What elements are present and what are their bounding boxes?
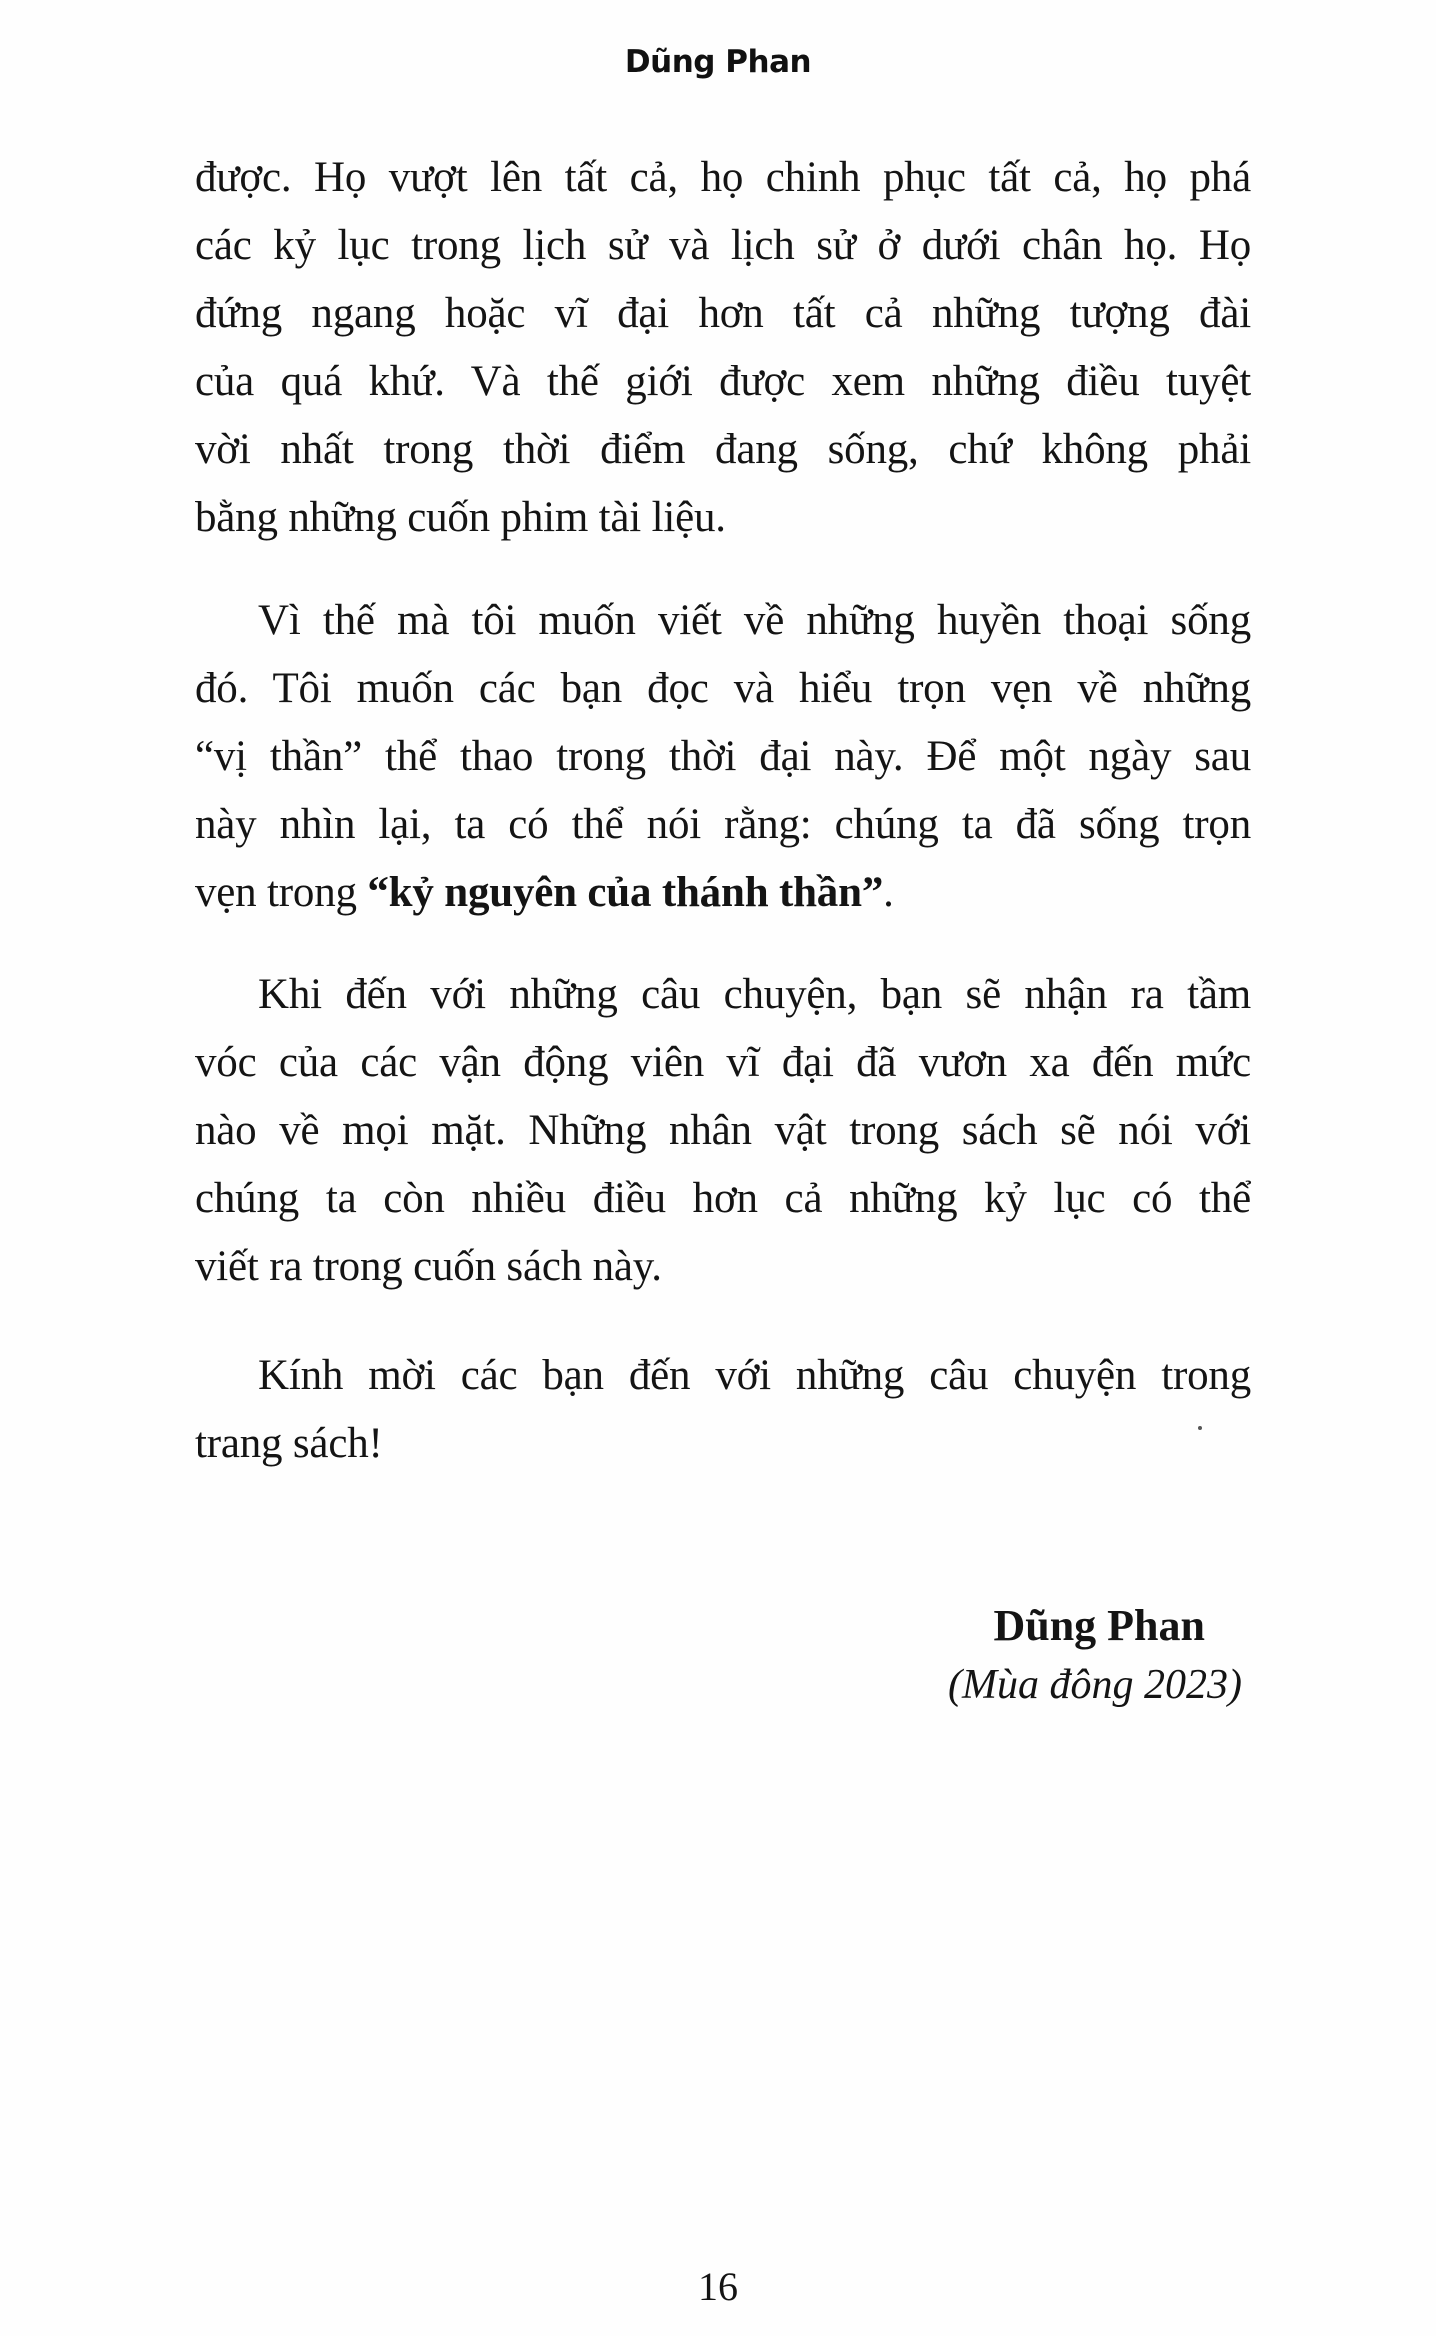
text-line: các kỷ lục trong lịch sử và lịch sử ở dưới chân họ. Họ — [195, 222, 1251, 269]
text-line — [195, 859, 1251, 927]
page-number: 16 — [698, 2264, 738, 2309]
text-run: vẹn trong — [195, 869, 368, 916]
text-line: nào về mọi mặt. Những nhân vật trong sách sẽ nói với — [195, 1107, 1251, 1154]
scan-speck — [1198, 1426, 1202, 1430]
running-header-author: Dũng Phan — [624, 44, 812, 80]
signature-author: Dũng Phan — [993, 1601, 1205, 1650]
paragraph-3 — [195, 961, 1251, 1301]
text-line: bằng những cuốn phim tài liệu. — [195, 494, 726, 541]
text-line: Kính mời các bạn đến với những câu chuyện trong — [258, 1352, 1251, 1399]
text-line: được. Họ vượt lên tất cả, họ chinh phục tất cả, họ phá — [195, 154, 1251, 201]
paragraph-4 — [195, 1342, 1251, 1478]
text-line: vời nhất trong thời điểm đang sống, chứ không phải — [195, 426, 1251, 473]
paragraph-2 — [195, 587, 1251, 927]
text-line: đứng ngang hoặc vĩ đại hơn tất cả những tượng đài — [195, 290, 1251, 337]
text-line: chúng ta còn nhiều điều hơn cả những kỷ lục có thể — [195, 1175, 1251, 1222]
text-line: này nhìn lại, ta có thể nói rằng: chúng ta đã sống trọn — [195, 801, 1251, 848]
text-line: “vị thần” thể thao trong thời đại này. Để một ngày sau — [195, 733, 1251, 780]
text-line: của quá khứ. Và thế giới được xem những điều tuyệt — [195, 358, 1251, 405]
text-line: trang sách! — [195, 1420, 383, 1467]
text-line: Khi đến với những câu chuyện, bạn sẽ nhận ra tầm — [258, 971, 1251, 1018]
text-line: viết ra trong cuốn sách này. — [195, 1243, 662, 1290]
emphasis-phrase: “kỷ nguyên của thánh thần” — [367, 869, 884, 916]
text-line: Vì thế mà tôi muốn viết về những huyền thoại sống — [258, 597, 1251, 644]
text-run: . — [883, 869, 894, 916]
signature-date: (Mùa đông 2023) — [948, 1662, 1242, 1708]
text-line: vóc của các vận động viên vĩ đại đã vươn xa đến mức — [195, 1039, 1251, 1086]
paragraph-1 — [195, 144, 1251, 552]
text-line: đó. Tôi muốn các bạn đọc và hiểu trọn vẹn về những — [195, 665, 1251, 712]
